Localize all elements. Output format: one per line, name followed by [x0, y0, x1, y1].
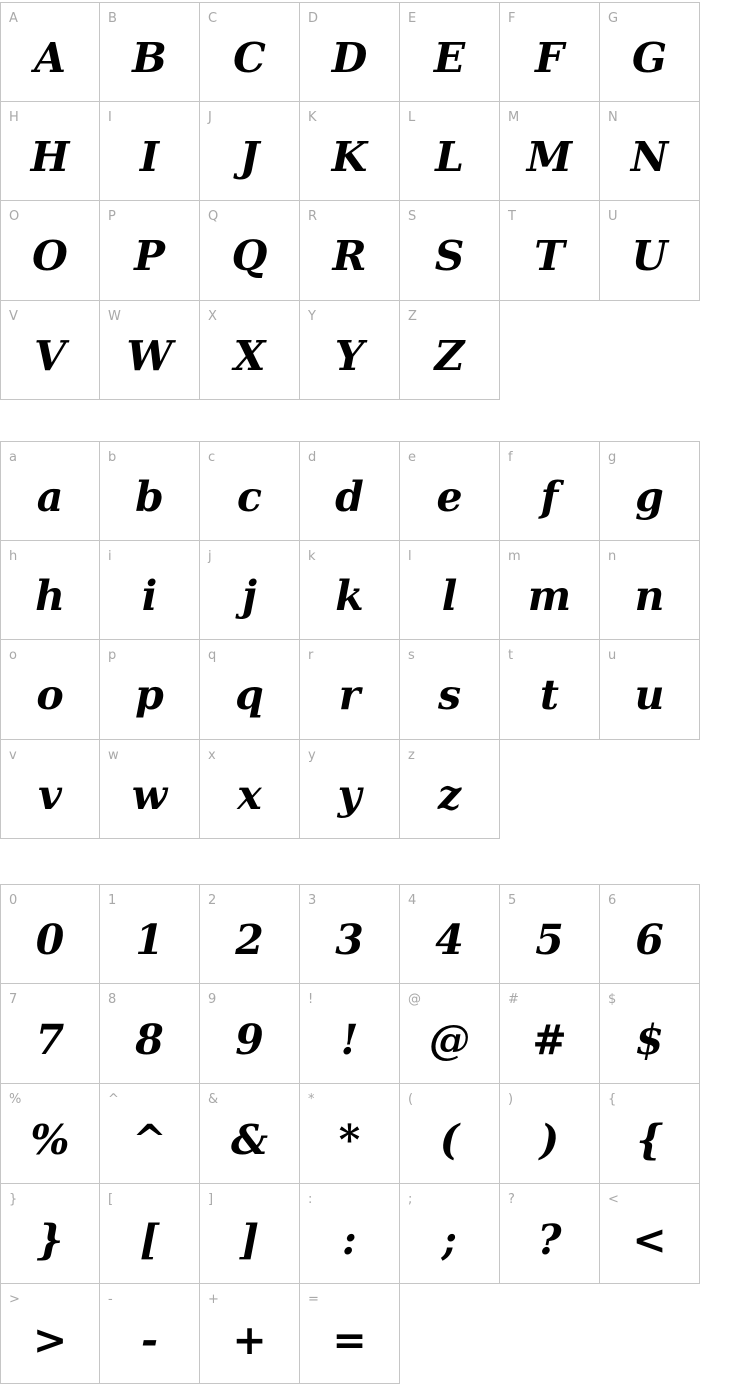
cell-script-glyph: $: [635, 1015, 664, 1064]
glyph-cell: [200, 441, 300, 541]
cell-script-glyph: z: [437, 770, 462, 819]
glyph-cell: [0, 984, 100, 1084]
cell-script-glyph: ^: [132, 1115, 167, 1164]
glyph-cell: [300, 541, 400, 641]
cell-character-label: q: [208, 648, 217, 663]
cell-character-label: j: [208, 548, 212, 564]
cell-script-glyph: 1: [135, 916, 164, 964]
cell-character-label: a: [9, 450, 17, 465]
glyph-cell: [600, 102, 700, 202]
glyph-block-lowercase-letters: [0, 441, 740, 839]
cell-character-label: d: [308, 450, 317, 465]
glyph-cell: [100, 884, 200, 984]
cell-character-label: z: [408, 747, 415, 763]
glyph-block-digits-and-symbols: [0, 884, 740, 1384]
glyph-cell: [400, 1084, 500, 1184]
cell-character-label: Y: [308, 308, 316, 324]
cell-character-label: g: [608, 450, 617, 465]
cell-script-glyph: T: [534, 232, 565, 281]
glyph-cell: [300, 884, 400, 984]
glyph-cell: [300, 301, 400, 401]
cell-script-glyph: =: [332, 1315, 367, 1364]
cell-character-label: +: [208, 1292, 219, 1307]
glyph-cell: [400, 984, 500, 1084]
cell-character-label: J: [208, 109, 212, 125]
cell-character-label: K: [308, 109, 317, 125]
cell-script-glyph: M: [526, 132, 573, 181]
cell-script-glyph: P: [134, 232, 165, 281]
cell-character-label: I: [108, 109, 112, 125]
glyph-cell: [100, 1184, 200, 1284]
cell-character-label: *: [308, 1092, 315, 1107]
glyph-cell: [400, 1184, 500, 1284]
cell-character-label: N: [608, 109, 618, 125]
glyph-cell: [400, 640, 500, 740]
glyph-row: [0, 441, 740, 541]
glyph-row: [0, 1284, 740, 1384]
glyph-cell: [400, 441, 500, 541]
cell-character-label: B: [108, 11, 117, 26]
cell-character-label: m: [508, 548, 521, 564]
glyph-cell: [200, 640, 300, 740]
cell-script-glyph: l: [441, 571, 458, 620]
glyph-cell: [0, 201, 100, 301]
glyph-row: [0, 740, 740, 840]
cell-script-glyph: @: [429, 1015, 470, 1064]
cell-character-label: }: [9, 1192, 18, 1207]
cell-character-label: -: [108, 1292, 113, 1307]
cell-script-glyph: x: [237, 770, 262, 819]
cell-script-glyph: F: [534, 33, 565, 82]
cell-script-glyph: h: [35, 571, 65, 620]
cell-character-label: ): [508, 1092, 514, 1107]
cell-character-label: 7: [9, 992, 18, 1007]
cell-script-glyph: V: [34, 331, 66, 380]
cell-script-glyph: j: [242, 571, 257, 620]
glyph-cell: [400, 884, 500, 984]
glyph-cell: [500, 884, 600, 984]
cell-character-label: R: [308, 209, 318, 224]
cell-character-label: <: [608, 1192, 619, 1207]
glyph-cell: [300, 1284, 400, 1384]
glyph-cell: [600, 441, 700, 541]
glyph-cell: [100, 201, 200, 301]
cell-character-label: b: [108, 450, 117, 465]
glyph-cell: [400, 740, 500, 840]
cell-character-label: v: [9, 747, 17, 763]
cell-script-glyph: s: [437, 671, 462, 720]
cell-script-glyph: L: [435, 132, 464, 181]
cell-script-glyph: k: [335, 571, 364, 620]
cell-character-label: %: [9, 1092, 22, 1107]
cell-script-glyph: u: [634, 671, 665, 720]
cell-script-glyph: v: [38, 770, 62, 819]
glyph-cell: [600, 201, 700, 301]
cell-character-label: p: [108, 648, 117, 663]
cell-character-label: 4: [408, 893, 417, 908]
cell-script-glyph: O: [32, 232, 68, 281]
glyph-cell: [500, 984, 600, 1084]
cell-character-label: :: [308, 1192, 313, 1207]
cell-character-label: 6: [608, 893, 617, 908]
cell-script-glyph: {: [636, 1115, 663, 1164]
cell-script-glyph: [: [139, 1215, 160, 1264]
glyph-cell: [200, 201, 300, 301]
cell-script-glyph: G: [631, 33, 667, 82]
glyph-cell: [300, 2, 400, 102]
cell-character-label: n: [608, 548, 617, 564]
cell-script-glyph: C: [233, 33, 266, 82]
glyph-cell: [0, 1084, 100, 1184]
cell-character-label: L: [408, 109, 416, 125]
glyph-cell: [600, 2, 700, 102]
cell-script-glyph: i: [141, 571, 158, 620]
cell-script-glyph: N: [630, 132, 669, 181]
glyph-cell: [100, 441, 200, 541]
cell-character-label: 2: [208, 893, 217, 908]
glyph-cell: [200, 301, 300, 401]
cell-script-glyph: &: [230, 1115, 269, 1164]
cell-character-label: ;: [408, 1192, 413, 1207]
cell-script-glyph: D: [331, 33, 368, 82]
glyph-cell: [500, 1084, 600, 1184]
glyph-cell: [0, 102, 100, 202]
cell-script-glyph: #: [532, 1015, 567, 1064]
glyph-cell: [500, 441, 600, 541]
glyph-cell: [200, 984, 300, 1084]
cell-script-glyph: <: [632, 1215, 667, 1264]
cell-character-label: D: [308, 11, 319, 26]
cell-script-glyph: w: [131, 770, 168, 819]
cell-character-label: u: [608, 648, 617, 663]
cell-script-glyph: ]: [239, 1215, 260, 1264]
cell-script-glyph: :: [341, 1215, 358, 1264]
glyph-row: [0, 1184, 740, 1284]
glyph-cell: [300, 102, 400, 202]
cell-script-glyph: b: [135, 472, 164, 521]
cell-script-glyph: ?: [537, 1215, 562, 1264]
glyph-cell: [100, 301, 200, 401]
glyph-cell: [300, 740, 400, 840]
cell-script-glyph: H: [30, 132, 70, 181]
glyph-cell: [0, 740, 100, 840]
cell-script-glyph: -: [140, 1315, 159, 1364]
cell-script-glyph: ;: [441, 1215, 458, 1264]
glyph-cell: [200, 884, 300, 984]
cell-character-label: (: [408, 1092, 414, 1107]
cell-script-glyph: X: [233, 331, 266, 380]
cell-script-glyph: I: [139, 132, 160, 181]
glyph-cell: [100, 640, 200, 740]
cell-character-label: T: [508, 209, 516, 224]
glyph-row: [0, 640, 740, 740]
cell-character-label: A: [9, 11, 18, 26]
cell-script-glyph: 2: [235, 916, 264, 964]
glyph-row: [0, 1084, 740, 1184]
glyph-cell: [0, 640, 100, 740]
glyph-cell: [100, 541, 200, 641]
glyph-cell: [600, 541, 700, 641]
glyph-cell: [400, 102, 500, 202]
glyph-cell: [100, 1284, 200, 1384]
cell-character-label: f: [508, 450, 513, 465]
cell-script-glyph: S: [434, 232, 465, 281]
glyph-cell: [300, 441, 400, 541]
cell-character-label: E: [408, 11, 417, 26]
cell-script-glyph: W: [126, 331, 173, 380]
cell-character-label: s: [408, 648, 415, 663]
cell-script-glyph: E: [433, 33, 466, 82]
cell-script-glyph: >: [32, 1315, 68, 1364]
glyph-cell: [200, 102, 300, 202]
glyph-cell: [600, 884, 700, 984]
cell-script-glyph: g: [635, 472, 664, 521]
cell-script-glyph: (: [439, 1115, 460, 1164]
glyph-cell: [600, 1184, 700, 1284]
cell-character-label: l: [408, 548, 412, 564]
cell-script-glyph: Y: [334, 331, 365, 380]
cell-script-glyph: n: [634, 571, 665, 620]
glyph-cell: [300, 640, 400, 740]
glyph-cell: [0, 301, 100, 401]
cell-script-glyph: 6: [635, 916, 664, 964]
cell-character-label: ^: [108, 1092, 119, 1107]
cell-character-label: !: [308, 992, 314, 1007]
glyph-cell: [200, 2, 300, 102]
glyph-cell: [0, 2, 100, 102]
glyph-cell: [0, 1284, 100, 1384]
glyph-cell: [500, 201, 600, 301]
cell-character-label: 0: [9, 893, 18, 908]
glyph-cell: [400, 201, 500, 301]
glyph-row: [0, 984, 740, 1084]
glyph-cell: [0, 1184, 100, 1284]
glyph-cell: [300, 201, 400, 301]
glyph-cell: [400, 301, 500, 401]
cell-character-label: @: [408, 992, 421, 1007]
cell-script-glyph: t: [540, 671, 559, 720]
cell-character-label: h: [9, 548, 18, 564]
cell-character-label: P: [108, 209, 116, 224]
cell-character-label: i: [108, 548, 112, 564]
cell-script-glyph: B: [132, 33, 167, 82]
cell-character-label: y: [308, 747, 316, 763]
cell-script-glyph: 4: [435, 916, 464, 964]
glyph-cell: [500, 1184, 600, 1284]
cell-script-glyph: !: [340, 1015, 359, 1064]
glyph-cell: [600, 1084, 700, 1184]
cell-script-glyph: Z: [434, 331, 465, 380]
glyph-row: [0, 201, 740, 301]
cell-script-glyph: e: [436, 472, 463, 521]
cell-character-label: 3: [308, 893, 317, 908]
glyph-cell: [500, 102, 600, 202]
cell-character-label: ]: [208, 1192, 214, 1207]
glyph-cell: [200, 541, 300, 641]
cell-character-label: F: [508, 11, 516, 26]
cell-script-glyph: Q: [231, 232, 268, 281]
cell-script-glyph: U: [631, 232, 668, 281]
cell-character-label: $: [608, 992, 617, 1007]
glyph-cell: [600, 640, 700, 740]
cell-character-label: C: [208, 11, 218, 26]
cell-character-label: G: [608, 11, 619, 26]
cell-character-label: o: [9, 648, 17, 663]
cell-script-glyph: r: [338, 671, 361, 720]
cell-character-label: &: [208, 1092, 219, 1107]
cell-character-label: O: [9, 209, 20, 224]
glyph-cell: [0, 441, 100, 541]
cell-script-glyph: A: [34, 33, 66, 82]
cell-character-label: k: [308, 548, 316, 564]
glyph-cell: [200, 1184, 300, 1284]
cell-character-label: r: [308, 648, 314, 663]
glyph-cell: [0, 541, 100, 641]
cell-script-glyph: d: [335, 472, 364, 521]
cell-character-label: x: [208, 747, 216, 763]
cell-character-label: H: [9, 109, 19, 125]
glyph-row: [0, 2, 740, 102]
cell-script-glyph: }: [36, 1215, 64, 1264]
glyph-cell: [500, 541, 600, 641]
cell-character-label: U: [608, 209, 618, 224]
cell-script-glyph: 7: [35, 1015, 65, 1064]
glyph-cell: [500, 640, 600, 740]
cell-character-label: w: [108, 747, 119, 763]
glyph-cell: [100, 740, 200, 840]
glyph-cell: [400, 2, 500, 102]
cell-character-label: e: [408, 450, 416, 465]
cell-script-glyph: 8: [135, 1015, 164, 1064]
glyph-cell: [200, 740, 300, 840]
cell-script-glyph: K: [331, 132, 368, 181]
cell-script-glyph: m: [527, 571, 572, 620]
cell-character-label: X: [208, 308, 217, 324]
cell-character-label: #: [508, 992, 519, 1007]
cell-script-glyph: c: [237, 472, 262, 521]
glyph-row: [0, 884, 740, 984]
glyph-cell: [500, 2, 600, 102]
cell-script-glyph: J: [239, 132, 260, 181]
glyph-row: [0, 102, 740, 202]
cell-character-label: ?: [508, 1192, 515, 1207]
cell-script-glyph: 5: [535, 916, 564, 964]
glyph-cell: [200, 1084, 300, 1184]
cell-script-glyph: +: [232, 1315, 267, 1364]
glyph-cell: [300, 984, 400, 1084]
cell-script-glyph: o: [36, 671, 64, 720]
cell-character-label: {: [608, 1092, 617, 1107]
glyph-cell: [100, 984, 200, 1084]
cell-character-label: V: [9, 308, 18, 324]
cell-character-label: S: [408, 209, 417, 224]
glyph-cell: [0, 884, 100, 984]
cell-script-glyph: p: [135, 671, 164, 720]
cell-script-glyph: *: [338, 1115, 361, 1164]
cell-character-label: c: [208, 450, 216, 465]
cell-script-glyph: ): [539, 1115, 560, 1164]
cell-script-glyph: 9: [235, 1015, 264, 1064]
cell-character-label: Q: [208, 209, 219, 224]
cell-character-label: =: [308, 1292, 319, 1307]
glyph-cell: [100, 1084, 200, 1184]
cell-character-label: M: [508, 109, 520, 125]
glyph-cell: [100, 2, 200, 102]
cell-script-glyph: f: [540, 472, 559, 521]
cell-script-glyph: R: [332, 232, 367, 281]
cell-character-label: 5: [508, 893, 517, 908]
cell-character-label: W: [108, 308, 121, 324]
cell-character-label: 8: [108, 992, 117, 1007]
glyph-cell: [300, 1084, 400, 1184]
cell-character-label: t: [508, 648, 514, 663]
glyph-block-uppercase-letters: [0, 2, 740, 400]
glyph-row: [0, 541, 740, 641]
cell-script-glyph: q: [235, 671, 264, 720]
cell-script-glyph: %: [30, 1115, 70, 1164]
cell-character-label: [: [108, 1192, 114, 1207]
cell-character-label: >: [9, 1292, 20, 1307]
glyph-cell: [100, 102, 200, 202]
cell-character-label: 1: [108, 893, 117, 908]
cell-script-glyph: 0: [35, 916, 65, 964]
cell-character-label: 9: [208, 992, 217, 1007]
glyph-cell: [600, 984, 700, 1084]
glyph-row: [0, 301, 740, 401]
cell-script-glyph: a: [36, 472, 64, 521]
cell-character-label: Z: [408, 308, 417, 324]
glyph-cell: [300, 1184, 400, 1284]
glyph-cell: [200, 1284, 300, 1384]
cell-script-glyph: 3: [335, 916, 364, 964]
glyph-cell: [400, 541, 500, 641]
cell-script-glyph: y: [337, 770, 362, 819]
